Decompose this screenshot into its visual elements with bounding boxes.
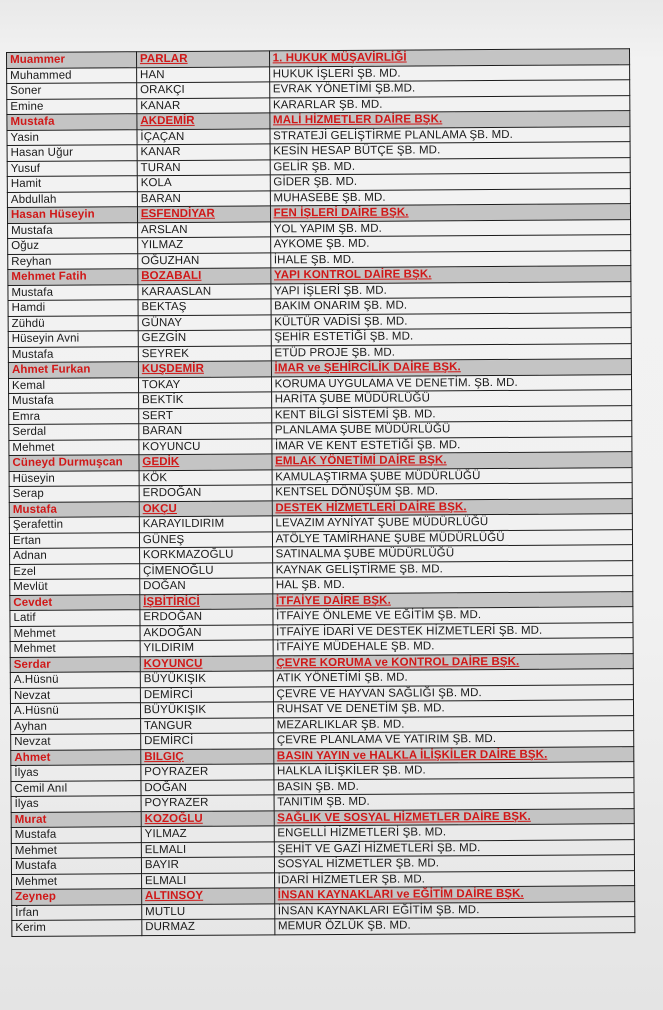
first-name-cell: Ayhan — [11, 718, 141, 734]
first-name-cell: Mustafa — [8, 222, 138, 238]
department-cell: ÇEVRE PLANLAMA VE YATIRIM ŞB. MD. — [273, 731, 633, 749]
last-name-cell: ARSLAN — [137, 221, 270, 237]
first-name-cell: Mehmet — [12, 873, 142, 889]
first-name-cell: Nevzat — [10, 687, 140, 703]
department-cell: İDARİ HİZMETLER ŞB. MD. — [274, 870, 634, 888]
department-cell: İMAR VE KENT ESTETİĞİ ŞB. MD. — [271, 436, 631, 454]
head-first-name-cell: Mustafa — [9, 501, 139, 517]
first-name-cell: Mehmet — [10, 625, 140, 641]
head-first-name-cell: Mustafa — [7, 114, 137, 130]
head-department-cell: MALİ HİZMETLER DAİRE BŞK. — [269, 111, 629, 129]
last-name-cell: YILMAZ — [141, 826, 274, 842]
department-cell: GİDER ŞB. MD. — [270, 173, 630, 191]
department-cell: KÜLTÜR VADİSİ ŞB. MD. — [271, 312, 631, 330]
department-cell: SOSYAL HİZMETLER ŞB. MD. — [274, 855, 634, 873]
last-name-cell: POYRAZER — [141, 764, 274, 780]
last-name-cell: SEYREK — [138, 345, 271, 361]
department-cell: İTFAİYE MÜDEHALE ŞB. MD. — [273, 638, 633, 656]
department-cell: LEVAZIM AYNİYAT ŞUBE MÜDÜRLÜĞÜ — [272, 514, 632, 532]
last-name-cell: KARAASLAN — [138, 283, 271, 299]
first-name-cell: Yasin — [7, 129, 137, 145]
first-name-cell: İrfan — [12, 904, 142, 920]
last-name-cell: ERDOĞAN — [140, 609, 273, 625]
first-name-cell: Hasan Uğur — [7, 145, 137, 161]
first-name-cell: Ezel — [10, 563, 140, 579]
head-last-name-cell: BOZABALI — [138, 268, 271, 284]
head-last-name-cell: ALTINSOY — [141, 888, 274, 904]
first-name-cell: Abdullah — [7, 191, 137, 207]
department-cell: KAMULAŞTIRMA ŞUBE MÜDÜRLÜĞÜ — [272, 467, 632, 485]
first-name-cell: Serap — [9, 486, 139, 502]
last-name-cell: TOKAY — [138, 376, 271, 392]
last-name-cell: BEKTİK — [138, 392, 271, 408]
first-name-cell: Mustafa — [11, 827, 141, 843]
first-name-cell: Hamdi — [8, 300, 138, 316]
department-cell: İHALE ŞB. MD. — [270, 250, 630, 268]
last-name-cell: ÇİMENOĞLU — [140, 562, 273, 578]
last-name-cell: GEZGİN — [138, 330, 271, 346]
department-cell: BAKIM ONARIM ŞB. MD. — [271, 297, 631, 315]
first-name-cell: Mehmet — [11, 842, 141, 858]
department-cell: RUHSAT VE DENETİM ŞB. MD. — [273, 700, 633, 718]
head-first-name-cell: Cüneyd Durmuşcan — [9, 455, 139, 471]
head-department-cell: EMLAK YÖNETİMİ DAİRE BŞK. — [272, 452, 632, 470]
first-name-cell: Mustafa — [9, 393, 139, 409]
department-cell: KESİN HESAP BÜTÇE ŞB. MD. — [270, 142, 630, 160]
department-cell: ATÖLYE TAMİRHANE ŞUBE MÜDÜRLÜĞÜ — [272, 529, 632, 547]
department-cell: AYKOME ŞB. MD. — [270, 235, 630, 253]
last-name-cell: BAYIR — [141, 857, 274, 873]
last-name-cell: SERT — [139, 407, 272, 423]
assignment-table — [6, 48, 635, 936]
department-cell: KORUMA UYGULAMA VE DENETİM. ŞB. MD. — [271, 374, 631, 392]
last-name-cell: DOĞAN — [140, 578, 273, 594]
department-cell: TANITIM ŞB. MD. — [274, 793, 634, 811]
last-name-cell: DOĞAN — [141, 779, 274, 795]
first-name-cell: İlyas — [11, 765, 141, 781]
first-name-cell: Mehmet — [9, 439, 139, 455]
head-first-name-cell: Ahmet — [11, 749, 141, 765]
last-name-cell: ELMALI — [141, 841, 274, 857]
department-cell: YAPI İŞLERİ ŞB. MD. — [271, 281, 631, 299]
last-name-cell: ERDOĞAN — [139, 485, 272, 501]
assignment-table-body — [7, 49, 635, 936]
last-name-cell: KANAR — [137, 144, 270, 160]
first-name-cell: Soner — [7, 83, 137, 99]
department-cell: HUKUK İŞLERİ ŞB. MD. — [269, 64, 629, 82]
head-last-name-cell: KOYUNCU — [140, 655, 273, 671]
head-department-cell: BASIN YAYIN ve HALKLA İLİŞKİLER DAİRE BŞK. — [273, 746, 633, 764]
last-name-cell: BÜYÜKIŞIK — [140, 671, 273, 687]
head-first-name-cell: Ahmet Furkan — [8, 362, 138, 378]
last-name-cell: YILDIRIM — [140, 640, 273, 656]
department-cell: SATINALMA ŞUBE MÜDÜRLÜĞÜ — [272, 545, 632, 563]
head-department-cell: DESTEK HİZMETLERİ DAİRE BŞK. — [272, 498, 632, 516]
last-name-cell: TURAN — [137, 159, 270, 175]
last-name-cell: OĞUZHAN — [138, 252, 271, 268]
department-cell: YOL YAPIM ŞB. MD. — [270, 219, 630, 237]
first-name-cell: A.Hüsnü — [10, 703, 140, 719]
department-cell: KENTSEL DÖNÜŞÜM ŞB. MD. — [272, 483, 632, 501]
department-cell: MUHASEBE ŞB. MD. — [270, 188, 630, 206]
last-name-cell: DEMİRCİ — [141, 733, 274, 749]
department-cell: ATIK YÖNETİMİ ŞB. MD. — [273, 669, 633, 687]
first-name-cell: A.Hüsnü — [10, 672, 140, 688]
last-name-cell: KARAYILDIRIM — [139, 516, 272, 532]
department-cell: ÇEVRE VE HAYVAN SAĞLIĞI ŞB. MD. — [273, 684, 633, 702]
first-name-cell: Oğuz — [8, 238, 138, 254]
department-cell: BASIN ŞB. MD. — [274, 777, 634, 795]
last-name-cell: KANAR — [137, 97, 270, 113]
department-cell: İTFAİYE İDARİ VE DESTEK HİZMETLERİ ŞB. MD. — [273, 622, 633, 640]
head-last-name-cell: ESFENDİYAR — [137, 206, 270, 222]
head-first-name-cell: Mehmet Fatih — [8, 269, 138, 285]
head-last-name-cell: PARLAR — [136, 51, 269, 67]
head-first-name-cell: Murat — [11, 811, 141, 827]
last-name-cell: KÖK — [139, 469, 272, 485]
department-cell: ŞEHİR ESTETİĞİ ŞB. MD. — [271, 328, 631, 346]
first-name-cell: Emine — [7, 98, 137, 114]
last-name-cell: DEMİRCİ — [140, 686, 273, 702]
head-department-cell: İNSAN KAYNAKLARI ve EĞİTİM DAİRE BŞK. — [274, 886, 634, 904]
first-name-cell: Muhammed — [7, 67, 137, 83]
first-name-cell: Serdal — [9, 424, 139, 440]
first-name-cell: Kerim — [12, 920, 142, 936]
department-cell: EVRAK YÖNETİMİ ŞB.MD. — [269, 80, 629, 98]
last-name-cell: BARAN — [139, 423, 272, 439]
head-first-name-cell: Muammer — [7, 52, 137, 68]
head-last-name-cell: KUŞDEMİR — [138, 361, 271, 377]
head-last-name-cell: GEDİK — [139, 454, 272, 470]
department-cell: ENGELLİ HİZMETLERİ ŞB. MD. — [274, 824, 634, 842]
last-name-cell: HAN — [136, 66, 269, 82]
last-name-cell: DURMAZ — [142, 919, 275, 935]
first-name-cell: Mustafa — [8, 284, 138, 300]
head-first-name-cell: Hasan Hüseyin — [7, 207, 137, 223]
first-name-cell: Zühdü — [8, 315, 138, 331]
last-name-cell: BÜYÜKIŞIK — [140, 702, 273, 718]
department-cell: KAYNAK GELİŞTİRME ŞB. MD. — [272, 560, 632, 578]
first-name-cell: Mehmet — [10, 641, 140, 657]
department-cell: HALKLA İLİŞKİLER ŞB. MD. — [273, 762, 633, 780]
first-name-cell: Ertan — [9, 532, 139, 548]
head-department-cell: 1. HUKUK MÜŞAVİRLİĞİ — [269, 49, 629, 67]
last-name-cell: POYRAZER — [141, 795, 274, 811]
head-department-cell: YAPI KONTROL DAİRE BŞK. — [270, 266, 630, 284]
first-name-cell: İlyas — [11, 796, 141, 812]
last-name-cell: ORAKÇI — [137, 82, 270, 98]
department-cell: İNSAN KAYNAKLARI EĞİTİM ŞB. MD. — [274, 901, 634, 919]
head-department-cell: ÇEVRE KORUMA ve KONTROL DAİRE BŞK. — [273, 653, 633, 671]
last-name-cell: KORKMAZOĞLU — [139, 547, 272, 563]
department-cell: GELİR ŞB. MD. — [270, 157, 630, 175]
first-name-cell: Mustafa — [11, 858, 141, 874]
first-name-cell: Latif — [10, 610, 140, 626]
last-name-cell: YILMAZ — [138, 237, 271, 253]
head-last-name-cell: İŞBİTİRİCİ — [140, 593, 273, 609]
first-name-cell: Adnan — [10, 548, 140, 564]
department-cell: HAL ŞB. MD. — [272, 576, 632, 594]
first-name-cell: Nevzat — [11, 734, 141, 750]
head-department-cell: SAĞLIK VE SOSYAL HİZMETLER DAİRE BŞK. — [274, 808, 634, 826]
last-name-cell: GÜNEŞ — [139, 531, 272, 547]
head-first-name-cell: Zeynep — [12, 889, 142, 905]
department-cell: ETÜD PROJE ŞB. MD. — [271, 343, 631, 361]
first-name-cell: Yusuf — [7, 160, 137, 176]
first-name-cell: Cemil Anıl — [11, 780, 141, 796]
last-name-cell: GÜNAY — [138, 314, 271, 330]
last-name-cell: ELMALI — [141, 872, 274, 888]
department-cell: STRATEJİ GELİŞTİRME PLANLAMA ŞB. MD. — [270, 126, 630, 144]
last-name-cell: KOYUNCU — [139, 438, 272, 454]
first-name-cell: Emra — [9, 408, 139, 424]
department-cell: KARARLAR ŞB. MD. — [269, 95, 629, 113]
first-name-cell: Mevlüt — [10, 579, 140, 595]
first-name-cell: Kemal — [8, 377, 138, 393]
department-cell: MEMUR ÖZLÜK ŞB. MD. — [274, 917, 634, 935]
last-name-cell: İÇAÇAN — [137, 128, 270, 144]
head-last-name-cell: BILGIÇ — [141, 748, 274, 764]
head-last-name-cell: AKDEMİR — [137, 113, 270, 129]
first-name-cell: Reyhan — [8, 253, 138, 269]
first-name-cell: Şerafettin — [9, 517, 139, 533]
table-row — [12, 917, 635, 936]
last-name-cell: TANGUR — [140, 717, 273, 733]
first-name-cell: Hüseyin — [9, 470, 139, 486]
last-name-cell: KOLA — [137, 175, 270, 191]
last-name-cell: AKDOĞAN — [140, 624, 273, 640]
department-cell: MEZARLIKLAR ŞB. MD. — [273, 715, 633, 733]
department-cell: İTFAİYE ÖNLEME VE EĞİTİM ŞB. MD. — [273, 607, 633, 625]
head-last-name-cell: OKÇU — [139, 500, 272, 516]
department-cell: HARİTA ŞUBE MÜDÜRLÜĞÜ — [271, 390, 631, 408]
first-name-cell: Mustafa — [8, 346, 138, 362]
head-last-name-cell: KOZOĞLU — [141, 810, 274, 826]
department-cell: ŞEHİT VE GAZİ HİZMETLERİ ŞB. MD. — [274, 839, 634, 857]
last-name-cell: MUTLU — [142, 903, 275, 919]
last-name-cell: BARAN — [137, 190, 270, 206]
head-department-cell: İTFAİYE DAİRE BŞK. — [272, 591, 632, 609]
head-first-name-cell: Serdar — [10, 656, 140, 672]
first-name-cell: Hüseyin Avni — [8, 331, 138, 347]
last-name-cell: BEKTAŞ — [138, 299, 271, 315]
head-first-name-cell: Cevdet — [10, 594, 140, 610]
department-cell: PLANLAMA ŞUBE MÜDÜRLÜĞÜ — [271, 421, 631, 439]
head-department-cell: İMAR ve ŞEHİRCİLİK DAİRE BŞK. — [271, 359, 631, 377]
department-cell: KENT BİLGİ SİSTEMİ ŞB. MD. — [271, 405, 631, 423]
first-name-cell: Hamit — [7, 176, 137, 192]
head-department-cell: FEN İŞLERİ DAİRE BŞK. — [270, 204, 630, 222]
